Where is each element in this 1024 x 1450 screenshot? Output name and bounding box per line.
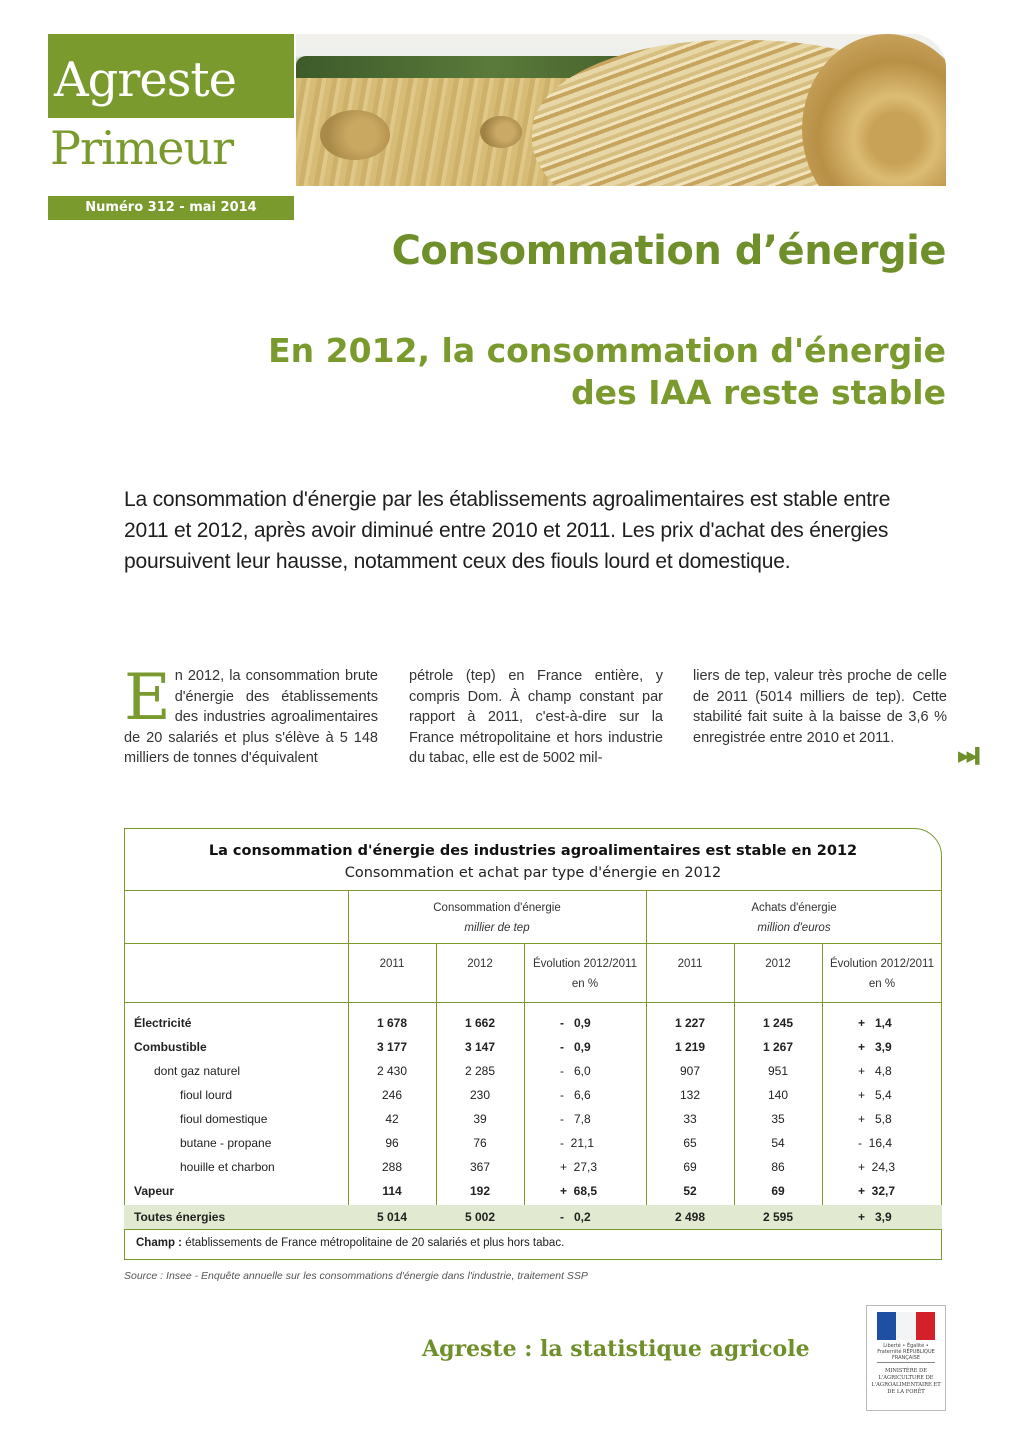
header-a2012: 2012: [765, 958, 791, 970]
table-row-total: Toutes énergies 5 014 5 002 - 0,2 2 498 2 595 + 3,9: [124, 1205, 942, 1229]
table-row: fioul domestique 42 39 - 7,8 33 35 + 5,8: [180, 1112, 892, 1126]
header-consumption: Consommation d'énergie millier de tep: [433, 902, 561, 934]
table-row: butane - propane 96 76 - 21,1 65 54 - 16,4: [180, 1136, 893, 1150]
next-page-icon[interactable]: ▶▶▍: [958, 747, 984, 765]
table-scope-note: Champ : établissements de France métropolitaine de 20 salariés et plus hors tabac.: [136, 1237, 565, 1249]
body-column-3: liers de tep, valeur très proche de celle de 2011 (5014 milliers de tep). Cette stabilité fait suite à la baisse de 3,6 % enregistrée entre 2010 et 2011.: [693, 668, 947, 746]
table-row: Combustible 3 177 3 147 - 0,9 1 219 1 267 + 3,9: [134, 1040, 892, 1054]
french-flag-icon: [877, 1312, 935, 1340]
table-source: Source : Insee - Enquête annuelle sur les consommations d'énergie dans l'industrie, traitement SSP: [124, 1270, 588, 1282]
header-c2011: 2011: [379, 958, 405, 970]
table-subtitle: Consommation et achat par type d'énergie en 2012: [344, 865, 722, 881]
table-row: fioul lourd 246 230 - 6,6 132 140 + 5,4: [180, 1088, 892, 1102]
table-caption: [124, 840, 942, 884]
table-title: La consommation d'énergie des industries agroalimentaires est stable en 2012: [208, 843, 858, 859]
table-row: houille et charbon 288 367 + 27,3 69 86 + 24,3: [180, 1160, 896, 1174]
lead-paragraph: La consommation d'énergie par les établissements agroalimentaires est stable entre 2011 et 2012, après avoir diminué entre 2010 et 2011. Les prix d'achat des énergies poursuivent leur hausse, notamment ceux des fiouls lourd et domestique.: [124, 488, 891, 573]
brand-primeur: Primeur: [50, 121, 234, 175]
table-row: Électricité 1 678 1 662 - 0,9 1 227 1 245 + 1,4: [134, 1016, 892, 1030]
brand-agreste: Agreste: [54, 52, 237, 108]
table-row: Vapeur 114 192 + 68,5 52 69 + 32,7: [134, 1184, 896, 1198]
page-subtitle: En 2012, la consommation d'énergie des IAA reste stable: [268, 331, 946, 412]
header-c-evolution: Évolution 2012/2011 en %: [532, 958, 637, 990]
ministry-name: MINISTÈRE DE L'AGRICULTURE DE L'AGROALIMENTAIRE ET DE LA FORÊT: [871, 1368, 941, 1395]
page-title: Consommation d’énergie: [391, 228, 946, 274]
footer-tagline: Agreste : la statistique agricole: [422, 1336, 810, 1362]
header-a2011: 2011: [677, 958, 703, 970]
hay-bales-photo: [296, 34, 946, 186]
issue-number: Numéro 312 - mai 2014: [48, 196, 294, 220]
header-a-evolution: Évolution 2012/2011 en %: [829, 958, 934, 990]
header-purchases: Achats d'énergie million d'euros: [751, 902, 837, 934]
drop-cap: E: [124, 661, 171, 735]
table-row: dont gaz naturel 2 430 2 285 - 6,0 907 951 + 4,8: [154, 1064, 892, 1078]
republic-motto: Liberté • Égalité • Fraternité RÉPUBLIQUE FRANÇAISE: [877, 1343, 935, 1361]
body-column-2: pétrole (tep) en France entière, y compris Dom. À champ constant par rapport à 2011, c'est-à-dire sur la France métropolitaine et hors industrie du tabac, elle est de 5002 mil-: [409, 668, 663, 767]
body-column-1: En 2012, la consommation brute d'énergie des établissements des industries agroalimentaires de 20 salariés et plus s'élève à 5 148 milliers de tonnes d'équivalent: [124, 661, 378, 767]
header-c2012: 2012: [467, 958, 493, 970]
ministry-logo: [866, 1305, 946, 1411]
